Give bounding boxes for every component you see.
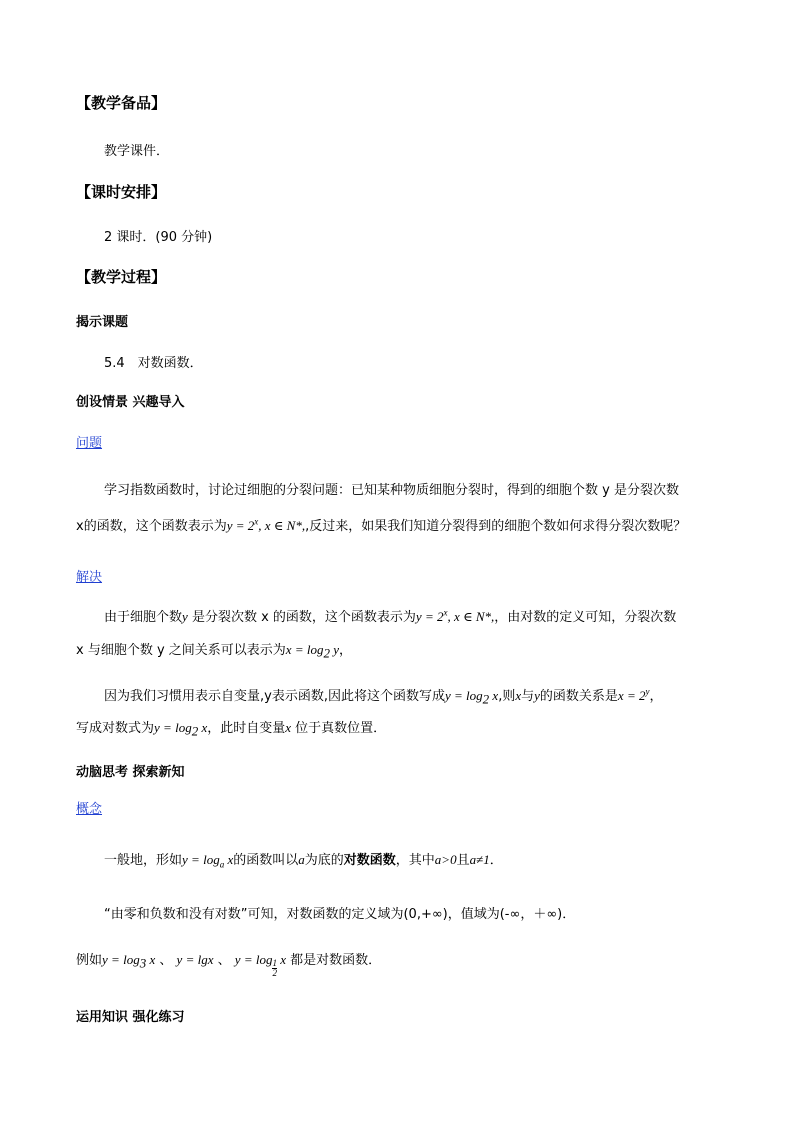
formula-y-equals-2-pow-x-2: $y = 2^x$, x ∈ N*, <box>415 607 495 624</box>
solve-link[interactable]: 解决 <box>76 570 103 585</box>
heading-teaching-process: 【教学过程】 <box>76 268 167 286</box>
solve-paragraph-line2: x 与细胞个数 y 之间关系可以表示为$x = \log_2 y$， <box>76 642 353 661</box>
term-logarithmic-function: 对数函数 <box>343 853 396 868</box>
heading-practice: 运用知识 强化练习 <box>76 1010 185 1025</box>
teaching-materials-text: 教学课件． <box>104 144 170 159</box>
concept-paragraph-line1: 一般地，形如$y = \log_a x$的函数叫以a为底的对数函数，其中a>0且a≠1． <box>104 852 503 870</box>
formula-y-equals-2-pow-x: $y = 2^x$, x ∈ N*, <box>226 516 306 533</box>
schedule-text: 2 课时．(90 分钟) <box>104 230 213 245</box>
heading-explore: 动脑思考 探索新知 <box>76 765 185 780</box>
question-paragraph-line2: x的函数，这个函数表示为$y = 2^x$, x ∈ N*,,反过来，如果我们知道分裂得到的细胞个数如何求得分裂次数呢？ <box>76 516 687 534</box>
formula-y-equals-log-half-x: y = log $\frac{1}{2}$ x <box>234 952 287 978</box>
question-link[interactable]: 问题 <box>76 436 103 451</box>
formula-y-equals-loga-x: $y = \log_a x$ <box>182 852 234 870</box>
formula-x-equals-2-pow-y: $x = 2^y$ <box>617 686 650 703</box>
solve-paragraph-line3: 因为我们习惯用表示自变量,y表示函数,因此将这个函数写成$y = \log_2 x$,则x与y的函数关系是$x = 2^y$， <box>104 686 663 707</box>
solve-paragraph-line4: 写成对数式为$y = \log_2 x$，此时自变量x 位于真数位置． <box>76 720 387 739</box>
heading-teaching-materials: 【教学备品】 <box>76 94 167 112</box>
heading-schedule: 【课时安排】 <box>76 183 167 201</box>
formula-x-equals-log2-y: $x = \log_2 y$ <box>285 642 340 661</box>
heading-create-scenario: 创设情景 兴趣导入 <box>76 395 185 410</box>
formula-y-equals-lg-x: y = lgx <box>176 952 214 967</box>
question-paragraph-line1: 学习指数函数时，讨论过细胞的分裂问题：已知某种物质细胞分裂时，得到的细胞个数 y 是分裂次数 <box>104 483 679 498</box>
concept-link[interactable]: 概念 <box>76 802 103 817</box>
concept-paragraph-line2: “由零和负数和没有对数”可知，对数函数的定义域为(0,+∞)，值域为(-∞，＋∞)． <box>104 907 576 922</box>
formula-y-equals-log3-x: $y = \log_3 x$ <box>102 952 156 971</box>
topic-text: 5.4 对数函数． <box>104 356 203 371</box>
example-line: 例如$y = \log_3 x$ 、 y = lgx 、 y = log $\frac{1}{2}$ x 都是对数函数． <box>76 952 382 978</box>
heading-reveal-topic: 揭示课题 <box>76 315 129 330</box>
formula-y-equals-log2-x: $y = \log_2 x$ <box>444 688 499 707</box>
formula-y-equals-log2-x-2: $y = \log_2 x$ <box>154 720 208 739</box>
solve-paragraph-line1: 由于细胞个数y 是分裂次数 x 的函数，这个函数表示为$y = 2^x$, x ∈ N*,，由对数的定义可知，分裂次数 <box>104 607 677 625</box>
